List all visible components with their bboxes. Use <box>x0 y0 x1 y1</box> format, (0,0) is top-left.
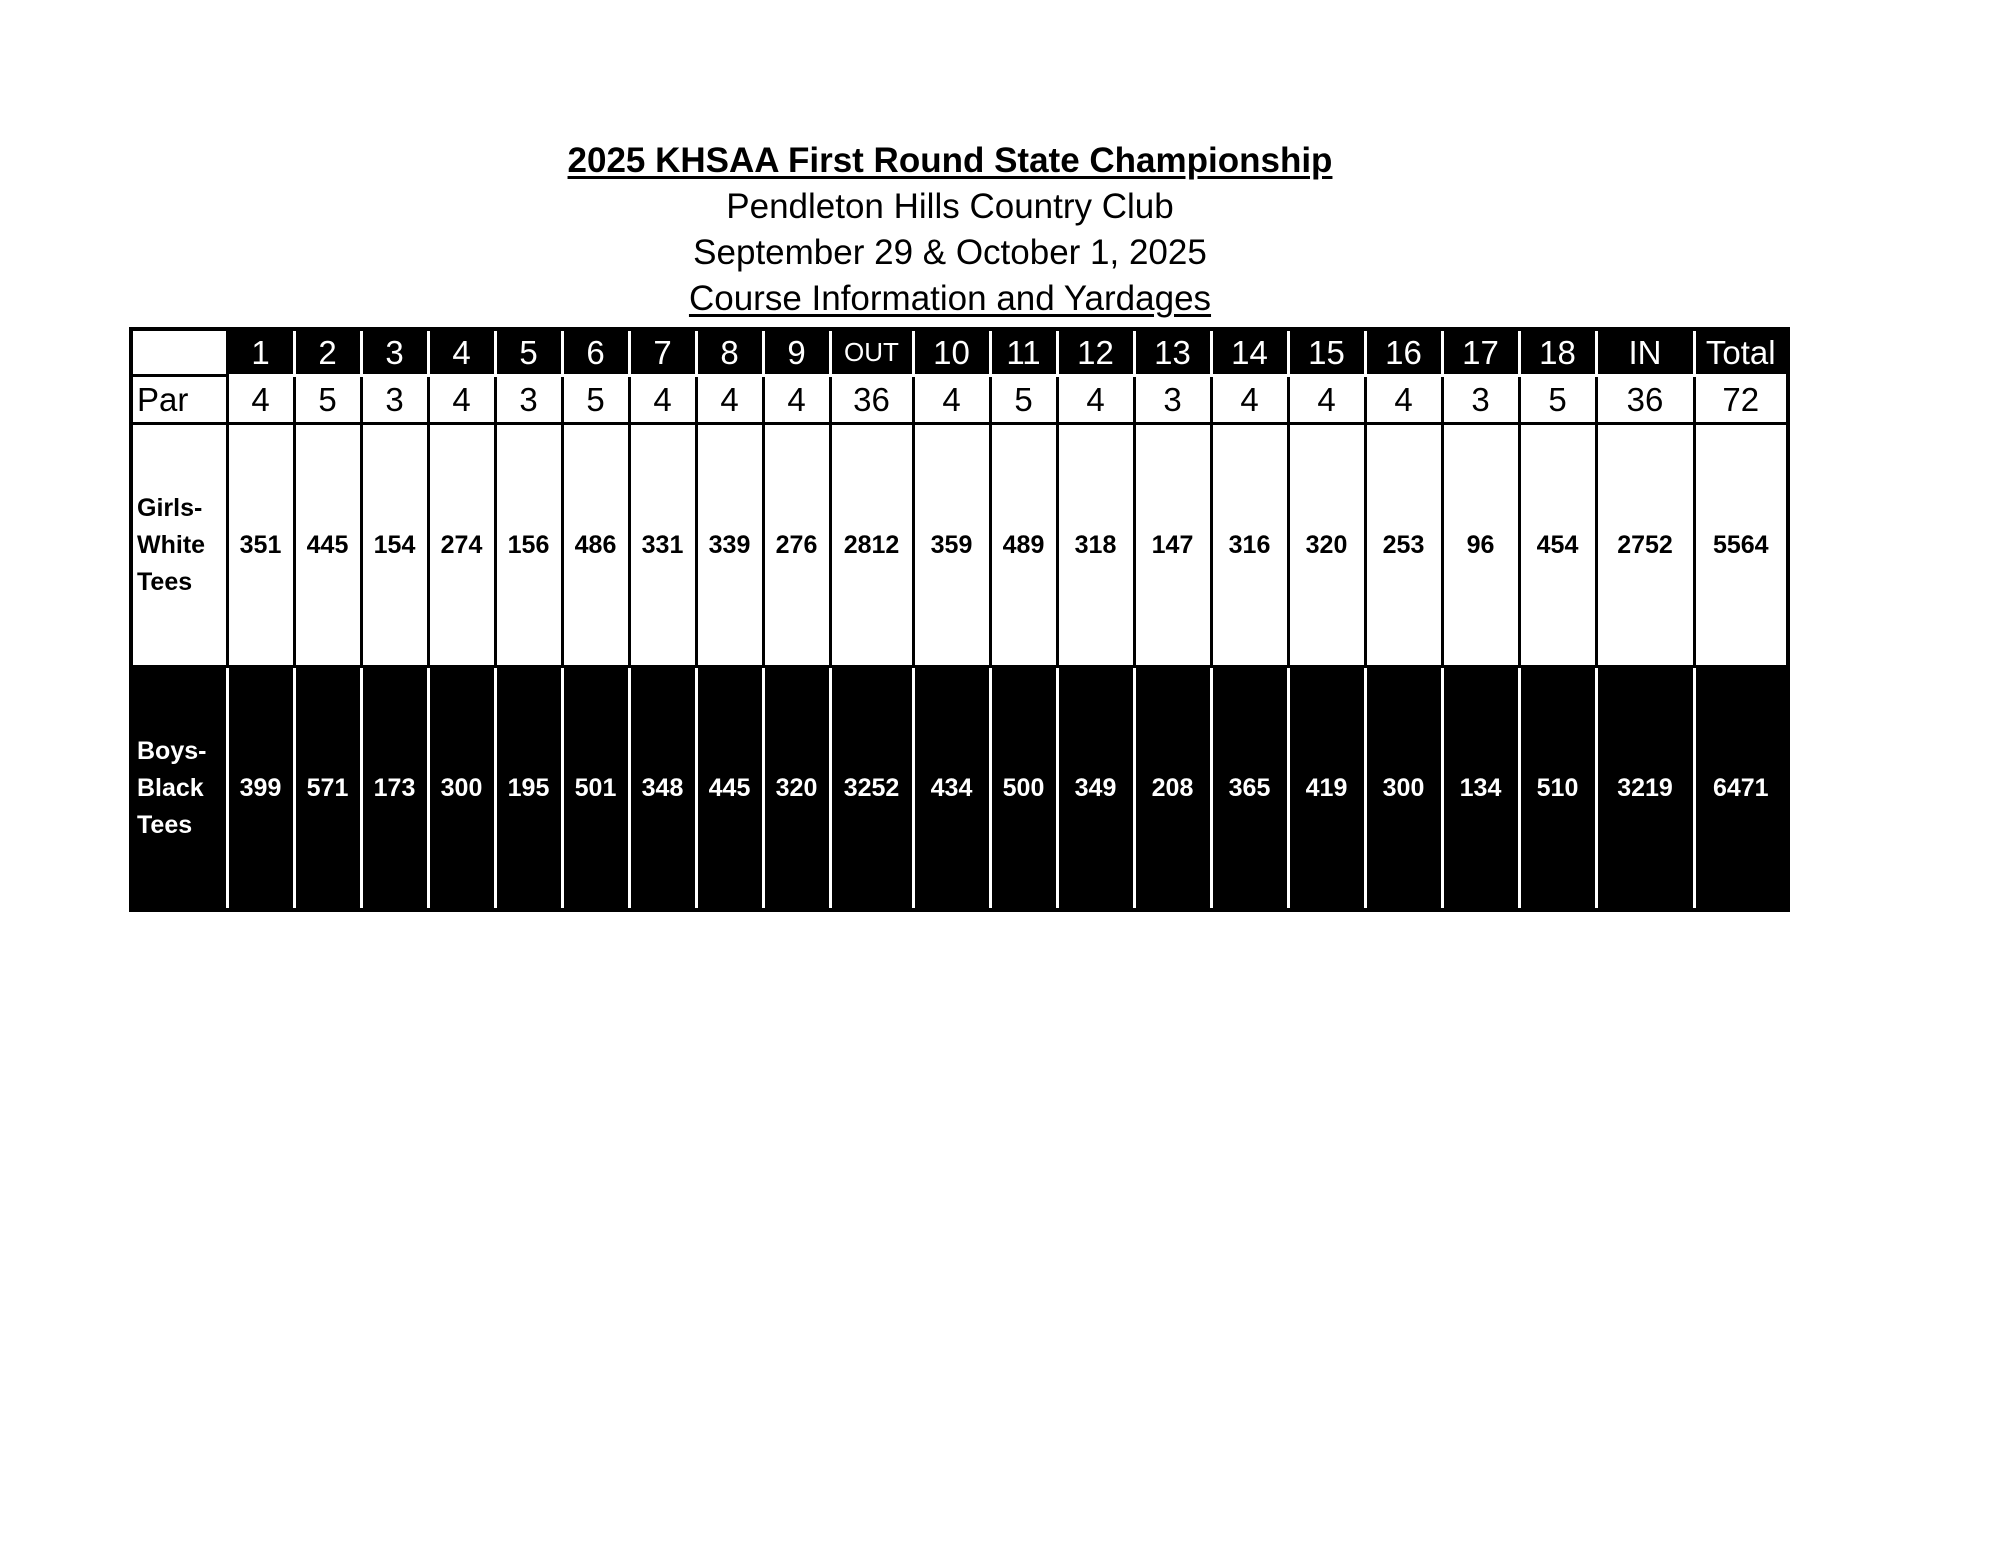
boys-yardage-cell-14: 365 <box>1211 667 1288 911</box>
hole-header-12: 12 <box>1057 329 1134 376</box>
girls-yardage-cell-3: 154 <box>361 424 428 667</box>
par-cell-9: 4 <box>763 376 830 424</box>
girls-yardage-cell-12: 318 <box>1057 424 1134 667</box>
boys-yardage-cell-8: 445 <box>696 667 763 911</box>
par-row <box>131 376 1788 424</box>
par-cell-out: 36 <box>830 376 913 424</box>
corner-cell <box>131 329 227 376</box>
boys-label-line3: Tees <box>137 810 193 839</box>
par-cell-1: 4 <box>227 376 294 424</box>
hole-header-18: 18 <box>1519 329 1596 376</box>
par-cell-4: 4 <box>428 376 495 424</box>
boys-yardage-cell-11: 500 <box>990 667 1057 911</box>
par-cell-total: 72 <box>1694 376 1788 424</box>
hole-header-in: IN <box>1596 329 1694 376</box>
par-cell-11: 5 <box>990 376 1057 424</box>
hole-header-13: 13 <box>1134 329 1211 376</box>
par-cell-3: 3 <box>361 376 428 424</box>
par-cell-15: 4 <box>1288 376 1365 424</box>
par-cell-2: 5 <box>294 376 361 424</box>
boys-yardage-cell-2: 571 <box>294 667 361 911</box>
girls-yardage-cell-in: 2752 <box>1596 424 1694 667</box>
hole-header-7: 7 <box>629 329 696 376</box>
girls-yardage-cell-7: 331 <box>629 424 696 667</box>
boys-yardage-cell-12: 349 <box>1057 667 1134 911</box>
girls-yardage-cell-5: 156 <box>495 424 562 667</box>
girls-yardage-cell-14: 316 <box>1211 424 1288 667</box>
hole-header-4: 4 <box>428 329 495 376</box>
par-cell-13: 3 <box>1134 376 1211 424</box>
girls-yardage-cell-10: 359 <box>913 424 990 667</box>
par-cell-12: 4 <box>1057 376 1134 424</box>
par-label: Par <box>131 376 227 424</box>
girls-yardage-cell-11: 489 <box>990 424 1057 667</box>
scorecard-table <box>129 327 1790 912</box>
document-header <box>0 138 1900 322</box>
par-cell-17: 3 <box>1442 376 1519 424</box>
girls-yardage-cell-total: 5564 <box>1694 424 1788 667</box>
hole-header-3: 3 <box>361 329 428 376</box>
table-subtitle: Course Information and Yardages <box>688 279 1212 318</box>
boys-black-tees-row <box>131 667 1788 911</box>
par-cell-in: 36 <box>1596 376 1694 424</box>
girls-yardage-cell-17: 96 <box>1442 424 1519 667</box>
boys-black-tees-label <box>131 667 227 911</box>
girls-yardage-cell-6: 486 <box>562 424 629 667</box>
course-name: Pendleton Hills Country Club <box>726 187 1174 226</box>
girls-yardage-cell-out: 2812 <box>830 424 913 667</box>
girls-white-tees-label <box>131 424 227 667</box>
girls-yardage-cell-2: 445 <box>294 424 361 667</box>
hole-header-14: 14 <box>1211 329 1288 376</box>
girls-label-line3: Tees <box>137 567 193 596</box>
hole-header-10: 10 <box>913 329 990 376</box>
par-cell-7: 4 <box>629 376 696 424</box>
girls-yardage-cell-4: 274 <box>428 424 495 667</box>
boys-yardage-cell-7: 348 <box>629 667 696 911</box>
boys-label-line2: Black <box>137 773 204 802</box>
boys-yardage-cell-17: 134 <box>1442 667 1519 911</box>
boys-yardage-cell-total: 6471 <box>1694 667 1788 911</box>
boys-label-line1: Boys- <box>137 736 207 765</box>
hole-header-11: 11 <box>990 329 1057 376</box>
par-cell-10: 4 <box>913 376 990 424</box>
par-cell-6: 5 <box>562 376 629 424</box>
girls-yardage-cell-8: 339 <box>696 424 763 667</box>
boys-yardage-cell-5: 195 <box>495 667 562 911</box>
girls-yardage-cell-13: 147 <box>1134 424 1211 667</box>
par-cell-18: 5 <box>1519 376 1596 424</box>
boys-yardage-cell-out: 3252 <box>830 667 913 911</box>
girls-white-tees-row <box>131 424 1788 667</box>
girls-yardage-cell-16: 253 <box>1365 424 1442 667</box>
boys-yardage-cell-6: 501 <box>562 667 629 911</box>
boys-yardage-cell-3: 173 <box>361 667 428 911</box>
boys-yardage-cell-18: 510 <box>1519 667 1596 911</box>
boys-yardage-cell-15: 419 <box>1288 667 1365 911</box>
par-cell-16: 4 <box>1365 376 1442 424</box>
hole-number-row <box>131 329 1788 376</box>
boys-yardage-cell-1: 399 <box>227 667 294 911</box>
par-cell-14: 4 <box>1211 376 1288 424</box>
document-title: 2025 KHSAA First Round State Championship <box>567 141 1333 180</box>
boys-yardage-cell-9: 320 <box>763 667 830 911</box>
girls-label-line2: White <box>137 530 206 559</box>
par-cell-8: 4 <box>696 376 763 424</box>
hole-header-5: 5 <box>495 329 562 376</box>
event-dates: September 29 & October 1, 2025 <box>693 233 1207 272</box>
boys-yardage-cell-10: 434 <box>913 667 990 911</box>
hole-header-17: 17 <box>1442 329 1519 376</box>
girls-yardage-cell-1: 351 <box>227 424 294 667</box>
hole-header-16: 16 <box>1365 329 1442 376</box>
girls-yardage-cell-15: 320 <box>1288 424 1365 667</box>
hole-header-15: 15 <box>1288 329 1365 376</box>
girls-label-line1: Girls- <box>137 493 203 522</box>
boys-yardage-cell-in: 3219 <box>1596 667 1694 911</box>
hole-header-6: 6 <box>562 329 629 376</box>
hole-header-8: 8 <box>696 329 763 376</box>
boys-yardage-cell-16: 300 <box>1365 667 1442 911</box>
hole-header-9: 9 <box>763 329 830 376</box>
hole-header-2: 2 <box>294 329 361 376</box>
hole-header-out: OUT <box>830 329 913 376</box>
boys-yardage-cell-4: 300 <box>428 667 495 911</box>
girls-yardage-cell-18: 454 <box>1519 424 1596 667</box>
boys-yardage-cell-13: 208 <box>1134 667 1211 911</box>
par-cell-5: 3 <box>495 376 562 424</box>
hole-header-total: Total <box>1694 329 1788 376</box>
hole-header-1: 1 <box>227 329 294 376</box>
girls-yardage-cell-9: 276 <box>763 424 830 667</box>
